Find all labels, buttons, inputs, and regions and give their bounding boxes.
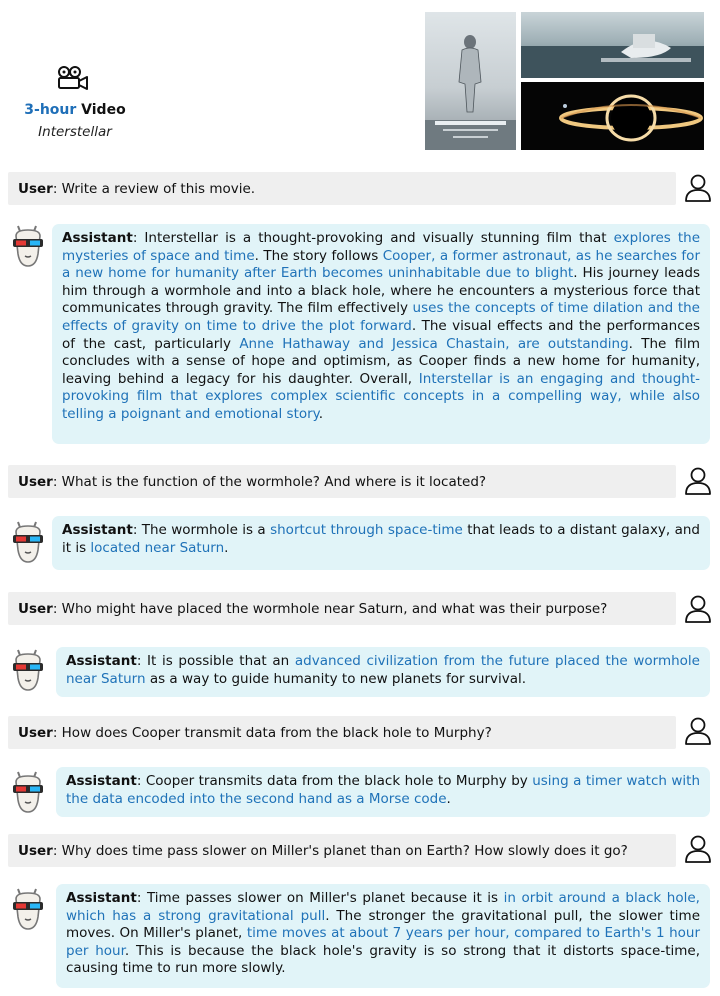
assistant-text: Time passes slower on Miller's planet because it is <box>146 890 504 906</box>
assistant-message-5: Assistant: Time passes slower on Miller's planet because it is in orbit around a black hole, which has a strong gravitational pull. The stronger the gravitational pull, the slower time moves. On Miller's planet, time moves at about 7 years per hour, compared to Earth's 1 hour per hour. This is because the black hole's gravity is so strong that it distorts space-time, causing time to run more slowly. <box>56 884 710 988</box>
user-label: User <box>18 600 53 617</box>
highlighted-text: located near Saturn <box>90 539 225 556</box>
user-icon <box>684 173 712 203</box>
user-message-4 <box>8 716 676 749</box>
video-length: 3-hour <box>24 102 77 118</box>
colon: : <box>52 724 62 741</box>
movie-still-black-hole <box>521 82 704 150</box>
assistant-label: Assistant <box>62 230 133 246</box>
assistant-label: Assistant <box>66 653 137 669</box>
llama-avatar-icon <box>8 518 48 564</box>
colon: : <box>52 473 62 490</box>
assistant-text: Interstellar is a thought-provoking and visually stunning film that <box>144 230 614 246</box>
highlighted-text: advanced civilization from the future placed the wormhole near Saturn <box>66 653 700 687</box>
assistant-text: . The film concludes with a sense of hope and optimism, as Cooper finds a new home for humanity, leaving behind a legacy for his daughter. Overall, <box>62 335 701 387</box>
assistant-text: The wormhole is a <box>141 522 271 538</box>
assistant-text: that leads to a distant galaxy, and it is <box>62 522 700 556</box>
user-icon <box>684 466 712 496</box>
colon: : <box>52 600 62 617</box>
user-icon <box>684 716 712 746</box>
user-label: User <box>18 180 53 197</box>
highlighted-text: in orbit around a black hole, which has a strong gravitational pull <box>66 890 700 924</box>
llama-avatar-icon <box>8 646 48 692</box>
video-camera-icon <box>56 66 90 90</box>
highlighted-text: time moves at about 7 years per hour, compared to Earth's 1 hour per hour <box>66 925 700 959</box>
user-message-1 <box>8 172 676 205</box>
assistant-message-1: Assistant: Interstellar is a thought-provoking and visually stunning film that explores the mysteries of space and time. The story follows Cooper, a former astronaut, as he searches for a new home for humanity after Earth becomes uninhabitable due to blight. His journey leads him through a wormhole and into a black hole, where he encounters a mysterious force that communicates through gravity. The film effectively uses the concepts of time dilation and the effects of gravity on time to drive the plot forward. The visual effects and the performances of the cast, particularly Anne Hathaway and Jessica Chastain, are outstanding. The film concludes with a sense of hope and optimism, as Cooper finds a new home for humanity, leaving behind a legacy for his daughter. Overall, Interstellar is an engaging and thought-provoking film that explores complex scientific concepts in a compelling way, while also telling a poignant and emotional story. <box>52 224 710 444</box>
user-label: User <box>18 473 53 490</box>
user-icon <box>684 594 712 624</box>
colon: : <box>52 842 62 859</box>
user-message-5 <box>8 834 676 867</box>
assistant-text: . The stronger the gravitational pull, the slower time moves. On Miller's planet, <box>66 907 701 942</box>
user-text: What is the function of the wormhole? And where is it located? <box>61 473 487 490</box>
assistant-label: Assistant <box>62 522 133 538</box>
assistant-text: . The visual effects and the performances of the cast, particularly <box>62 317 700 352</box>
assistant-text: Cooper transmits data from the black hole to Murphy by <box>145 773 533 789</box>
user-text: Who might have placed the wormhole near Saturn, and what was their purpose? <box>61 600 608 617</box>
assistant-text: . The story follows <box>254 247 383 264</box>
user-label: User <box>18 842 53 859</box>
assistant-text: . <box>224 539 229 556</box>
assistant-message-4: Assistant: Cooper transmits data from the black hole to Murphy by using a timer watch with the data encoded into the second hand as a Morse code. <box>56 767 710 817</box>
assistant-text: It is possible that an <box>147 653 295 669</box>
highlighted-text: using a timer watch with the data encoded into the second hand as a Morse code <box>66 773 701 807</box>
highlighted-text: explores the mysteries of space and time <box>62 230 700 264</box>
assistant-text: . <box>446 790 451 807</box>
video-word: Video <box>76 102 126 118</box>
assistant-text: . This is because the black hole's gravity is so strong that it distorts space-time, causing time to run more slowly. <box>66 942 700 977</box>
user-message-3 <box>8 592 676 625</box>
user-icon <box>684 834 712 864</box>
video-header <box>0 0 720 160</box>
highlighted-text: Cooper, a former astronaut, as he searches for a new home for humanity after Earth becomes uninhabitable due to blight <box>62 247 700 282</box>
user-text: Why does time pass slower on Miller's planet than on Earth? How slowly does it go? <box>61 842 628 859</box>
user-message-2 <box>8 465 676 498</box>
user-text: How does Cooper transmit data from the black hole to Murphy? <box>61 724 492 741</box>
movie-still-ocean <box>521 12 704 78</box>
user-text: Write a review of this movie. <box>61 180 256 197</box>
highlighted-text: Interstellar is an engaging and thought-provoking film that explores complex scientific concepts in a compelling way, while also telling a poignant and emotional story <box>62 370 700 422</box>
video-name: Interstellar <box>38 124 112 140</box>
llama-avatar-icon <box>8 885 48 931</box>
llama-avatar-icon <box>8 768 48 814</box>
assistant-label: Assistant <box>66 773 137 789</box>
assistant-label: Assistant <box>66 890 137 906</box>
highlighted-text: uses the concepts of time dilation and the effects of gravity on time to drive the plot forward <box>62 300 700 334</box>
assistant-message-2: Assistant: The wormhole is a shortcut through space-time that leads to a distant galaxy, and it is located near Saturn. <box>52 516 710 570</box>
llama-avatar-icon <box>8 222 48 268</box>
assistant-message-3: Assistant: It is possible that an advanced civilization from the future placed the wormhole near Saturn as a way to guide humanity to new planets for survival. <box>56 647 710 697</box>
movie-poster-image <box>425 12 516 150</box>
assistant-text: . <box>318 405 324 422</box>
user-label: User <box>18 724 53 741</box>
video-length-title <box>0 102 150 118</box>
highlighted-text: shortcut through space-time <box>270 522 463 538</box>
assistant-text: . His journey leads him through a wormhole and into a black hole, where he encounters a mysterious force that communicates through gravity. The film effectively <box>62 265 700 317</box>
assistant-text: as a way to guide humanity to new planets for survival. <box>145 670 527 687</box>
colon: : <box>52 180 62 197</box>
highlighted-text: Anne Hathaway and Jessica Chastain, are outstanding <box>239 335 629 352</box>
